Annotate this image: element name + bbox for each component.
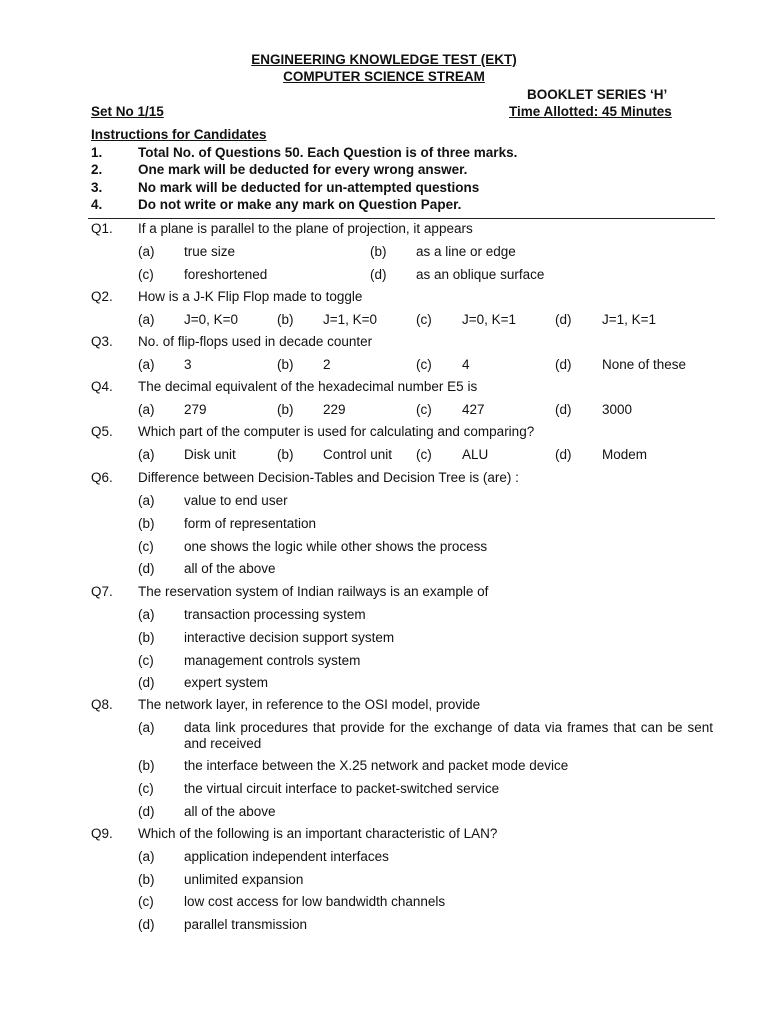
option-text: J=0, K=1 (462, 312, 517, 327)
option-label: (c) (416, 357, 432, 372)
question-number: Q9. (91, 826, 113, 841)
option-text: low cost access for low bandwidth channels (184, 894, 446, 909)
option-text: management controls system (184, 653, 361, 668)
option-label: (c) (138, 894, 154, 909)
option-label: (c) (138, 267, 154, 282)
question-text: Which of the following is an important characteristic of LAN? (138, 826, 498, 841)
option-text: the virtual circuit interface to packet-switched service (184, 781, 500, 796)
exam-title: ENGINEERING KNOWLEDGE TEST (EKT) (251, 52, 517, 67)
question-text: The network layer, in reference to the OSI model, provide (138, 697, 481, 712)
option-text: as an oblique surface (416, 267, 545, 282)
option-text: interactive decision support system (184, 630, 395, 645)
option-text: J=1, K=1 (602, 312, 657, 327)
question-number: Q1. (91, 221, 113, 236)
question-number: Q8. (91, 697, 113, 712)
option-label: (b) (277, 402, 294, 417)
option-text: None of these (602, 357, 687, 372)
question-text: Difference between Decision-Tables and Decision Tree is (are) : (138, 470, 519, 485)
set-number: Set No 1/15 (91, 104, 164, 119)
option-text: expert system (184, 675, 269, 690)
option-label: (b) (138, 872, 155, 887)
question-text: Which part of the computer is used for calculating and comparing? (138, 424, 535, 439)
option-label: (b) (277, 447, 294, 462)
option-label: (a) (138, 493, 155, 508)
option-label: (b) (138, 630, 155, 645)
option-label: (d) (555, 402, 572, 417)
question-text: If a plane is parallel to the plane of projection, it appears (138, 221, 473, 236)
question-number: Q6. (91, 470, 113, 485)
option-label: (a) (138, 402, 155, 417)
question-number: Q7. (91, 584, 113, 599)
option-label: (a) (138, 312, 155, 327)
instructions-heading: Instructions for Candidates (91, 127, 267, 142)
option-label: (c) (416, 447, 432, 462)
question-number: Q2. (91, 289, 113, 304)
option-text: J=1, K=0 (323, 312, 378, 327)
option-label: (b) (277, 312, 294, 327)
option-label: (d) (138, 804, 155, 819)
question-number: Q3. (91, 334, 113, 349)
option-label: (c) (138, 539, 154, 554)
option-label: (d) (138, 561, 155, 576)
option-text: all of the above (184, 804, 276, 819)
instruction-number: 4. (91, 197, 103, 212)
option-text: 3 (184, 357, 192, 372)
stream-title: COMPUTER SCIENCE STREAM (283, 69, 485, 84)
question-text: The decimal equivalent of the hexadecimal number E5 is (138, 379, 478, 394)
option-label: (d) (138, 917, 155, 932)
option-text: J=0, K=0 (184, 312, 239, 327)
option-label: (a) (138, 607, 155, 622)
option-text: 2 (323, 357, 331, 372)
option-label: (c) (138, 653, 154, 668)
option-label: (b) (138, 516, 155, 531)
booklet-series: BOOKLET SERIES ‘H’ (527, 87, 668, 102)
instruction-text: Total No. of Questions 50. Each Question is of three marks. (138, 145, 518, 160)
option-text: Disk unit (184, 447, 236, 462)
option-text: 4 (462, 357, 470, 372)
option-label: (d) (555, 312, 572, 327)
option-text: transaction processing system (184, 607, 366, 622)
option-label: (a) (138, 357, 155, 372)
option-text: 3000 (602, 402, 633, 417)
option-label: (c) (416, 402, 432, 417)
instruction-number: 3. (91, 180, 103, 195)
option-text: foreshortened (184, 267, 268, 282)
option-text: 279 (184, 402, 207, 417)
time-allotted: Time Allotted: 45 Minutes (509, 104, 672, 119)
option-text: application independent interfaces (184, 849, 389, 864)
option-text: the interface between the X.25 network and packet mode device (184, 758, 569, 773)
option-label: (d) (555, 447, 572, 462)
option-label: (d) (138, 675, 155, 690)
option-text: true size (184, 244, 236, 259)
option-text: Control unit (323, 447, 393, 462)
option-text: 229 (323, 402, 346, 417)
option-text: unlimited expansion (184, 872, 304, 887)
option-label: (d) (370, 267, 387, 282)
option-text: data link procedures that provide for the exchange of data via frames that can be sent and received (184, 720, 713, 751)
option-text: all of the above (184, 561, 276, 576)
option-label: (a) (138, 720, 155, 735)
instruction-text: One mark will be deducted for every wrong answer. (138, 162, 468, 177)
question-text: No. of flip-flops used in decade counter (138, 334, 373, 349)
option-label: (d) (555, 357, 572, 372)
option-label: (a) (138, 447, 155, 462)
option-label: (b) (138, 758, 155, 773)
option-text: form of representation (184, 516, 317, 531)
option-text: ALU (462, 447, 489, 462)
option-text: as a line or edge (416, 244, 516, 259)
question-text: How is a J-K Flip Flop made to toggle (138, 289, 363, 304)
instruction-text: No mark will be deducted for un-attempted questions (138, 180, 480, 195)
option-text: Modem (602, 447, 648, 462)
question-number: Q5. (91, 424, 113, 439)
option-text: parallel transmission (184, 917, 308, 932)
instruction-number: 2. (91, 162, 103, 177)
question-text: The reservation system of Indian railways is an example of (138, 584, 489, 599)
option-label: (b) (370, 244, 387, 259)
option-label: (a) (138, 244, 155, 259)
option-label: (c) (138, 781, 154, 796)
divider-line (88, 218, 715, 219)
option-label: (a) (138, 849, 155, 864)
instruction-text: Do not write or make any mark on Question Paper. (138, 197, 462, 212)
option-text: 427 (462, 402, 485, 417)
instruction-number: 1. (91, 145, 103, 160)
option-label: (c) (416, 312, 432, 327)
question-number: Q4. (91, 379, 113, 394)
option-label: (b) (277, 357, 294, 372)
option-text: one shows the logic while other shows the process (184, 539, 488, 554)
option-text: value to end user (184, 493, 288, 508)
